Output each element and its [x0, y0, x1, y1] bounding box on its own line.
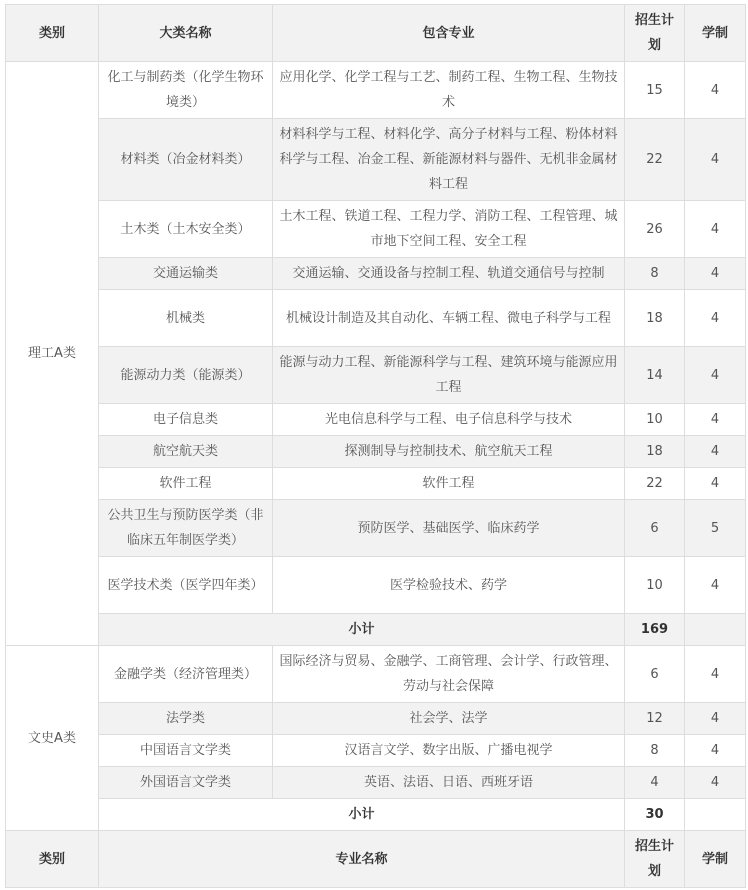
header-programs: 包含专业: [273, 5, 625, 62]
table-row: [6, 119, 746, 201]
programs-cell: 材料科学与工程、材料化学、高分子材料与工程、粉体材料科学与工程、冶金工程、新能源材料与器件、无机非金属材料工程: [273, 119, 625, 201]
plan-cell: 14: [625, 347, 685, 404]
subtotal-value: 30: [625, 799, 685, 831]
major-class-cell: 中国语言文学类: [99, 735, 273, 767]
years-cell: 4: [685, 290, 746, 347]
years-cell: 5: [685, 500, 746, 557]
subtotal-label: 小计: [99, 614, 625, 646]
years-cell: 4: [685, 436, 746, 468]
years-cell: 4: [685, 735, 746, 767]
plan-cell: 6: [625, 500, 685, 557]
programs-cell: 软件工程: [273, 468, 625, 500]
plan-cell: 22: [625, 468, 685, 500]
years-cell: 4: [685, 62, 746, 119]
years-cell: 4: [685, 258, 746, 290]
table-row: [6, 468, 746, 500]
years-cell: 4: [685, 347, 746, 404]
major-class-cell: 交通运输类: [99, 258, 273, 290]
table-row: [6, 767, 746, 799]
years-cell: 4: [685, 119, 746, 201]
plan-cell: 18: [625, 436, 685, 468]
programs-cell: 探测制导与控制技术、航空航天工程: [273, 436, 625, 468]
table-row: [6, 500, 746, 557]
table-row: [6, 258, 746, 290]
major-class-cell: 软件工程: [99, 468, 273, 500]
footer-header-plan: 招生计划: [625, 831, 685, 888]
major-class-cell: 化工与制药类（化学生物环境类）: [99, 62, 273, 119]
years-cell: 4: [685, 646, 746, 703]
years-cell: 4: [685, 703, 746, 735]
programs-cell: 英语、法语、日语、西班牙语: [273, 767, 625, 799]
plan-cell: 15: [625, 62, 685, 119]
plan-cell: 26: [625, 201, 685, 258]
category-cell: 理工A类: [6, 62, 99, 646]
plan-cell: 18: [625, 290, 685, 347]
major-class-cell: 公共卫生与预防医学类（非临床五年制医学类）: [99, 500, 273, 557]
major-class-cell: 机械类: [99, 290, 273, 347]
major-class-cell: 法学类: [99, 703, 273, 735]
header-category: 类别: [6, 5, 99, 62]
programs-cell: 能源与动力工程、新能源科学与工程、建筑环境与能源应用工程: [273, 347, 625, 404]
table-row: [6, 347, 746, 404]
major-class-cell: 材料类（冶金材料类）: [99, 119, 273, 201]
header-years: 学制: [685, 5, 746, 62]
category-cell: 文史A类: [6, 646, 99, 831]
plan-cell: 8: [625, 258, 685, 290]
table-row: [6, 557, 746, 614]
major-class-cell: 医学技术类（医学四年类）: [99, 557, 273, 614]
plan-cell: 22: [625, 119, 685, 201]
programs-cell: 光电信息科学与工程、电子信息科学与技术: [273, 404, 625, 436]
programs-cell: 机械设计制造及其自动化、车辆工程、微电子科学与工程: [273, 290, 625, 347]
enrollment-table: [5, 4, 746, 888]
table-body: [6, 5, 746, 888]
table-row: [6, 436, 746, 468]
table-row: [6, 290, 746, 347]
footer-header-major-name: 专业名称: [99, 831, 625, 888]
programs-cell: 国际经济与贸易、金融学、工商管理、会计学、行政管理、劳动与社会保障: [273, 646, 625, 703]
programs-cell: 交通运输、交通设备与控制工程、轨道交通信号与控制: [273, 258, 625, 290]
subtotal-empty: [685, 614, 746, 646]
major-class-cell: 土木类（土木安全类）: [99, 201, 273, 258]
table-row: [6, 62, 746, 119]
plan-cell: 4: [625, 767, 685, 799]
major-class-cell: 航空航天类: [99, 436, 273, 468]
table-row: [6, 201, 746, 258]
plan-cell: 6: [625, 646, 685, 703]
programs-cell: 医学检验技术、药学: [273, 557, 625, 614]
programs-cell: 土木工程、铁道工程、工程力学、消防工程、工程管理、城市地下空间工程、安全工程: [273, 201, 625, 258]
table-row: [6, 404, 746, 436]
plan-cell: 10: [625, 404, 685, 436]
programs-cell: 应用化学、化学工程与工艺、制药工程、生物工程、生物技术: [273, 62, 625, 119]
major-class-cell: 金融学类（经济管理类）: [99, 646, 273, 703]
years-cell: 4: [685, 557, 746, 614]
major-class-cell: 能源动力类（能源类）: [99, 347, 273, 404]
programs-cell: 汉语言文学、数字出版、广播电视学: [273, 735, 625, 767]
years-cell: 4: [685, 201, 746, 258]
footer-header-years: 学制: [685, 831, 746, 888]
programs-cell: 预防医学、基础医学、临床药学: [273, 500, 625, 557]
years-cell: 4: [685, 767, 746, 799]
table-row: [6, 646, 746, 703]
header-row: [6, 5, 746, 62]
plan-cell: 12: [625, 703, 685, 735]
plan-cell: 8: [625, 735, 685, 767]
years-cell: 4: [685, 404, 746, 436]
subtotal-value: 169: [625, 614, 685, 646]
table-row: [6, 703, 746, 735]
major-class-cell: 外国语言文学类: [99, 767, 273, 799]
footer-header-category: 类别: [6, 831, 99, 888]
programs-cell: 社会学、法学: [273, 703, 625, 735]
header-plan: 招生计划: [625, 5, 685, 62]
header-major-class: 大类名称: [99, 5, 273, 62]
years-cell: 4: [685, 468, 746, 500]
subtotal-row: [6, 614, 746, 646]
plan-cell: 10: [625, 557, 685, 614]
subtotal-empty: [685, 799, 746, 831]
major-class-cell: 电子信息类: [99, 404, 273, 436]
table-row: [6, 735, 746, 767]
subtotal-row: [6, 799, 746, 831]
subtotal-label: 小计: [99, 799, 625, 831]
second-header-row: [6, 831, 746, 888]
